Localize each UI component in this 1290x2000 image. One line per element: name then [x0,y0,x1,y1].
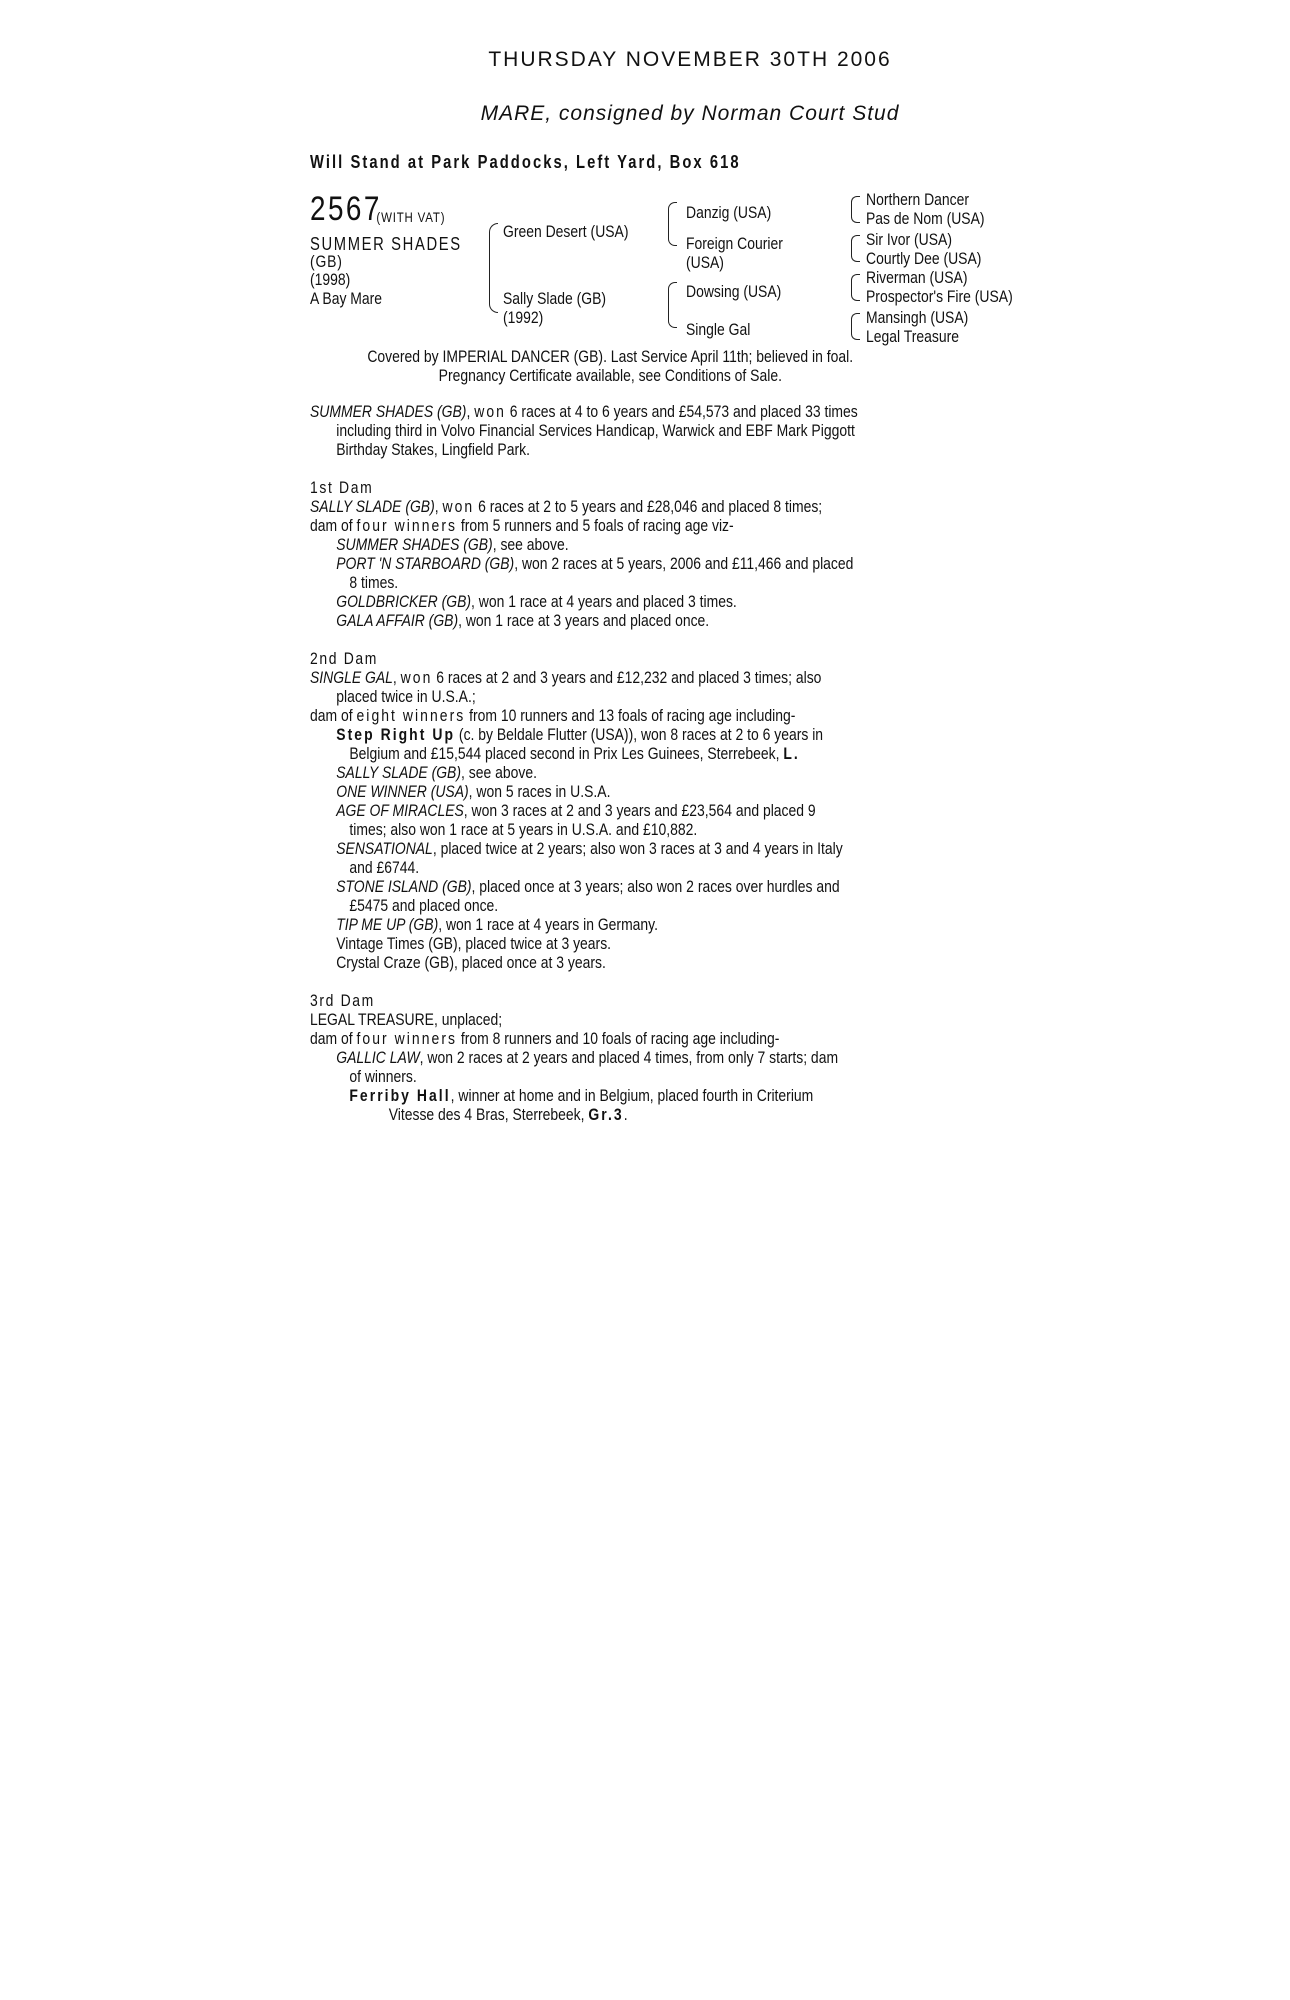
record-line: Birthday Stakes, Lingfield Park. [336,440,530,459]
record-line: SUMMER SHADES (GB), won 6 races at 4 to 6 years and £54,573 and placed 33 times [310,402,858,421]
sire-sire: Danzig (USA) [686,203,772,222]
second-dam-line: SINGLE GAL, won 6 races at 2 and 3 years and £12,232 and placed 3 times; also [310,668,822,687]
dam: Sally Slade (GB) [503,289,607,308]
sire-dam: Foreign Courier [686,234,783,253]
produce-line: ONE WINNER (USA), won 5 races in U.S.A. [336,782,611,801]
sire: Green Desert (USA) [503,222,629,241]
record-line: including third in Volvo Financial Services Handicap, Warwick and EBF Mark Piggott [336,421,855,440]
produce-line: GOLDBRICKER (GB), won 1 race at 4 years and placed 3 times. [336,592,737,611]
produce-line: SENSATIONAL, placed twice at 2 years; also won 3 races at 3 and 4 years in Italy [336,839,843,858]
produce-line-cont: 8 times. [349,573,399,592]
produce-line-cont: £5475 and placed once. [349,896,499,915]
produce-line: STONE ISLAND (GB), placed once at 3 years; also won 2 races over hurdles and [336,877,840,896]
second-dam-heading: 2nd Dam [310,649,379,668]
pedigree-brace-gg1 [851,196,860,223]
great-grandparent-2: Pas de Nom (USA) [866,209,985,228]
great-grandparent-6: Prospector's Fire (USA) [866,287,1013,306]
produce-line-cont: of winners. [349,1067,417,1086]
produce-line: TIP ME UP (GB), won 1 race at 4 years in Germany. [336,915,659,934]
produce-line: SALLY SLADE (GB), see above. [336,763,537,782]
produce-line: GALLIC LAW, won 2 races at 2 years and placed 4 times, from only 7 starts; dam [336,1048,839,1067]
pedigree-brace-parents [489,223,498,313]
produce-line-cont: Vitesse des 4 Bras, Sterrebeek, Gr.3. [388,1105,628,1124]
produce-line: SUMMER SHADES (GB), see above. [336,535,569,554]
horse-name: SUMMER SHADES [310,234,462,254]
pedigree-brace-sire [668,202,677,246]
great-grandparent-4: Courtly Dee (USA) [866,249,982,268]
pedigree-brace-gg3 [851,274,860,301]
third-dam-produce-line: dam of four winners from 8 runners and 10 foals of racing age including- [310,1029,780,1048]
pedigree-brace-dam [668,282,677,328]
vat-note: (WITH VAT) [376,209,446,225]
first-dam-heading: 1st Dam [310,478,374,497]
dam-sire: Dowsing (USA) [686,282,782,301]
stand-location: Will Stand at Park Paddocks, Left Yard, Box 618 [310,152,741,172]
produce-line: Ferriby Hall, winner at home and in Belgium, placed fourth in Criterium [349,1086,814,1105]
produce-line-cont: and £6744. [349,858,420,877]
dam-year: (1992) [503,308,544,327]
produce-line: PORT 'N STARBOARD (GB), won 2 races at 5 years, 2006 and £11,466 and placed [336,554,854,573]
great-grandparent-8: Legal Treasure [866,327,959,346]
produce-line: Step Right Up (c. by Beldale Flutter (USA)), won 8 races at 2 to 6 years in [336,725,824,744]
race-record-body [310,402,933,1124]
produce-line-cont: Belgium and £15,544 placed second in Prix Les Guinees, Sterrebeek, L. [349,744,800,763]
sire-dam-country: (USA) [686,253,724,272]
third-dam-heading: 3rd Dam [310,991,375,1010]
first-dam-line: SALLY SLADE (GB), won 6 races at 2 to 5 years and £28,046 and placed 8 times; [310,497,823,516]
consignor-line: MARE, consigned by Norman Court Stud [480,102,900,125]
sale-date: THURSDAY NOVEMBER 30TH 2006 [488,48,892,71]
third-dam-line: LEGAL TREASURE, unplaced; [310,1010,503,1029]
pedigree-brace-gg4 [851,313,860,340]
horse-description: A Bay Mare [310,289,383,308]
second-dam-line: placed twice in U.S.A.; [336,687,476,706]
great-grandparent-7: Mansingh (USA) [866,308,969,327]
pedigree-table [310,192,1070,352]
produce-line: Vintage Times (GB), placed twice at 3 years. [336,934,612,953]
pedigree-brace-gg2 [851,235,860,262]
produce-line-cont: times; also won 1 race at 5 years in U.S.A. and £10,882. [349,820,698,839]
produce-line: Crystal Craze (GB), placed once at 3 years. [336,953,606,972]
produce-line: GALA AFFAIR (GB), won 1 race at 3 years and placed once. [336,611,710,630]
great-grandparent-1: Northern Dancer [866,190,970,209]
horse-country: (GB) [310,252,343,271]
second-dam-produce-line: dam of eight winners from 10 runners and 13 foals of racing age including- [310,706,796,725]
lot-number: 2567 [310,190,382,228]
great-grandparent-5: Riverman (USA) [866,268,968,287]
covering-note: Covered by IMPERIAL DANCER (GB). Last Service April 11th; believed in foal. Pregnancy Certificate available, see Conditions of Sale. [367,347,853,385]
horse-year: (1998) [310,270,351,289]
produce-line: AGE OF MIRACLES, won 3 races at 2 and 3 years and £23,564 and placed 9 [336,801,816,820]
first-dam-produce-line: dam of four winners from 5 runners and 5 foals of racing age viz- [310,516,734,535]
dam-dam: Single Gal [686,320,751,339]
great-grandparent-3: Sir Ivor (USA) [866,230,952,249]
